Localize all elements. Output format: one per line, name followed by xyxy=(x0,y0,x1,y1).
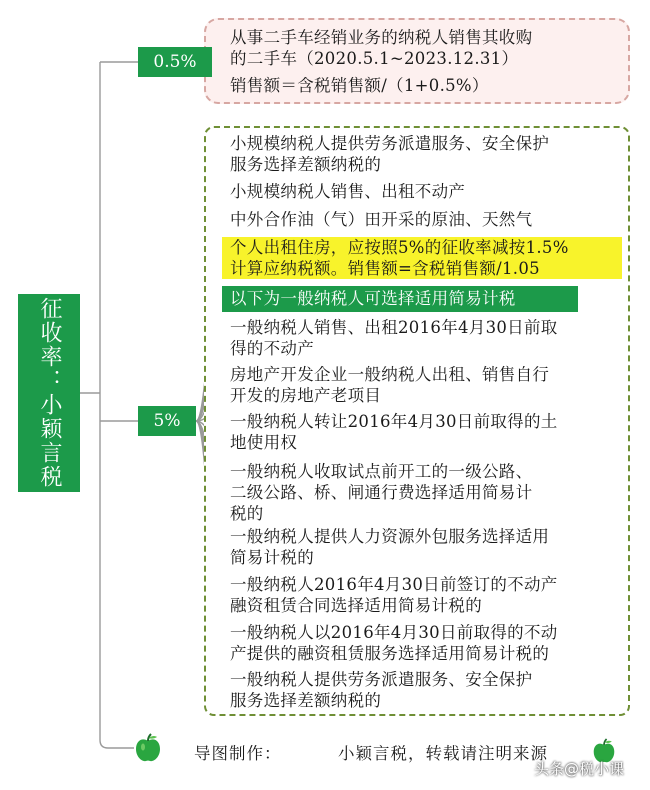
leaf-item xyxy=(230,669,616,711)
leaf-item xyxy=(230,75,616,96)
rate-node-5-percent xyxy=(138,406,196,436)
leaf-item xyxy=(230,209,616,230)
leaf-line: 一般纳税人2016年4月30日前签订的不动产 xyxy=(230,575,558,594)
trunk-line xyxy=(100,62,134,748)
rate-label: 0.5% xyxy=(153,52,197,72)
leaf-item xyxy=(230,461,616,524)
footer-credit: 小颖言税，转载请注明来源 xyxy=(338,744,548,763)
leaf-line: 从事二手车经销业务的纳税人销售其收购 xyxy=(230,28,533,47)
leaf-line: 产提供的融资租赁服务选择适用简易计税的 xyxy=(230,644,550,663)
leaf-line: 融资租赁合同选择适用简易计税的 xyxy=(230,596,482,615)
leaf-item-highlighted xyxy=(222,237,622,279)
leaf-item xyxy=(230,622,616,664)
leaf-line: 计算应纳税额。销售额=含税销售额/1.05 xyxy=(230,259,540,278)
leaf-item xyxy=(230,364,616,406)
leaf-line: 房地产开发企业一般纳税人出租、销售自行 xyxy=(230,365,550,384)
leaf-item xyxy=(230,317,616,359)
leaf-line: 一般纳税人提供人力资源外包服务选择适用 xyxy=(230,527,550,546)
leaf-line: 开发的房地产老项目 xyxy=(230,386,382,405)
leaf-line: 税的 xyxy=(230,504,264,523)
leaf-line: 服务选择差额纳税的 xyxy=(230,155,382,174)
leaf-line: 一般纳税人提供劳务派遣服务、安全保护 xyxy=(230,670,533,689)
leaf-line: 个人出租住房，应按照5%的征收率减按1.5% xyxy=(230,238,569,257)
leaf-item xyxy=(230,181,616,202)
leaf-line: 一般纳税人转让2016年4月30日前取得的土 xyxy=(230,412,558,431)
leaf-line: 中外合作油（气）田开采的原油、天然气 xyxy=(230,210,533,229)
leaf-item xyxy=(230,574,616,616)
leaf-line: 一般纳税人收取试点前开工的一级公路、 xyxy=(230,462,533,481)
leaf-line: 得的不动产 xyxy=(230,339,314,358)
leaf-line: 服务选择差额纳税的 xyxy=(230,691,382,710)
rate-label: 5% xyxy=(153,411,181,431)
footer-label: 导图制作： xyxy=(194,744,282,763)
rate-node-0-5-percent xyxy=(138,47,212,77)
leaf-item xyxy=(230,526,616,568)
leaf-line: 小规模纳税人销售、出租不动产 xyxy=(230,182,466,201)
leaf-item-section-header xyxy=(222,286,578,312)
leaf-line: 以下为一般纳税人可选择适用简易计税 xyxy=(230,289,516,308)
watermark: 头条@税小课 xyxy=(534,760,625,778)
leaf-line: 简易计税的 xyxy=(230,548,314,567)
leaf-line: 的二手车（2020.5.1~2023.12.31） xyxy=(230,49,519,68)
leaf-line: 小规模纳税人提供劳务派遣服务、安全保护 xyxy=(230,134,550,153)
leaf-line: 一般纳税人以2016年4月30日前取得的不动 xyxy=(230,623,558,642)
leaf-line: 销售额＝含税销售额/（1+0.5%） xyxy=(230,76,489,95)
leaf-line: 二级公路、桥、闸通行费选择适用简易计 xyxy=(230,483,533,502)
leaf-item xyxy=(230,27,616,69)
apple-icon xyxy=(134,733,162,763)
leaf-item xyxy=(230,411,616,453)
root-node xyxy=(18,294,80,492)
leaf-line: 一般纳税人销售、出租2016年4月30日前取 xyxy=(230,318,558,337)
root-label: 征收率：小颖言税 xyxy=(37,297,62,489)
leaf-line: 地使用权 xyxy=(230,433,298,452)
leaf-item xyxy=(230,133,616,175)
